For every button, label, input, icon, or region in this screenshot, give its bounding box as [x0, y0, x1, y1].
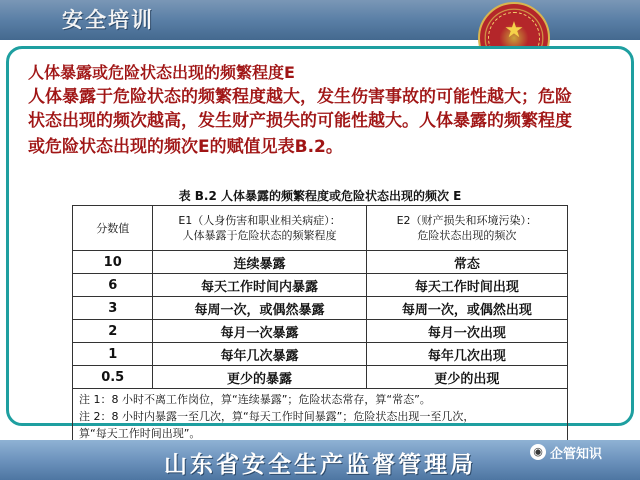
row-e1: 每天工作时间内暴露 [153, 274, 366, 297]
table-row [73, 366, 568, 389]
header-e1 [153, 206, 366, 251]
row-score: 3 [73, 297, 153, 320]
row-e1: 每月一次暴露 [153, 320, 366, 343]
row-e1: 每周一次，或偶然暴露 [153, 297, 366, 320]
table-header-row [73, 206, 568, 251]
header-e1-line1: E1（人身伤害和职业相关病症）： [178, 214, 341, 227]
table-row [73, 274, 568, 297]
paragraph-line-2: 状态出现的频次越高，发生财产损失的可能性越大。人体暴露的频繁程度 [28, 111, 572, 131]
note-2: 注 2：8 小时内暴露一至几次，算“每天工作时间暴露”；危险状态出现一至几次， [79, 410, 475, 423]
wechat-icon: ◉ [530, 444, 546, 460]
row-score: 0.5 [73, 366, 153, 389]
row-score: 6 [73, 274, 153, 297]
row-e2: 每月一次出现 [366, 320, 567, 343]
row-score: 2 [73, 320, 153, 343]
row-score: 1 [73, 343, 153, 366]
footer-org: 山东省安全生产监督管理局 [164, 452, 476, 478]
header-e1-line2: 人体暴露于危险状态的频繁程度 [182, 229, 337, 242]
paragraph-line-3: 或危险状态出现的频次E的赋值见表B.2。 [28, 137, 343, 157]
table-notes-row [73, 389, 568, 445]
watermark-text: 企管知识 [550, 446, 603, 462]
row-e2: 每年几次出现 [366, 343, 567, 366]
row-e2: 常态 [366, 251, 567, 274]
frequency-table [72, 205, 568, 445]
table-row [73, 320, 568, 343]
row-e1: 连续暴露 [153, 251, 366, 274]
row-e2: 更少的出现 [366, 366, 567, 389]
row-score: 10 [73, 251, 153, 274]
star-icon: ★ [504, 18, 524, 43]
paragraph-line-1: 人体暴露于危险状态的频繁程度越大，发生伤害事故的可能性越大；危险 [28, 87, 572, 107]
row-e2: 每天工作时间出现 [366, 274, 567, 297]
header-e2-line2: 危险状态出现的频次 [417, 229, 517, 242]
row-e2: 每周一次，或偶然出现 [366, 297, 567, 320]
row-e1: 每年几次暴露 [153, 343, 366, 366]
table-row [73, 343, 568, 366]
row-e1: 更少的暴露 [153, 366, 366, 389]
watermark [530, 441, 602, 463]
header-e2-line1: E2（财产损失和环境污染）： [396, 214, 538, 227]
section-title: 人体暴露或危险状态出现的频繁程度E [28, 63, 295, 82]
note-2-cont: 算“每天工作时间出现”。 [79, 427, 201, 440]
brand-title: 安全培训 [62, 8, 154, 32]
table-caption: 表 B.2 人体暴露的频繁程度或危险状态出现的频次 E [178, 189, 462, 203]
header-score: 分数值 [73, 206, 153, 251]
header-e2 [366, 206, 567, 251]
table-row [73, 297, 568, 320]
table-row [73, 251, 568, 274]
table-notes [73, 389, 568, 445]
note-1: 注 1：8 小时不离工作岗位，算“连续暴露”；危险状态常存，算“常态”。 [79, 393, 431, 406]
